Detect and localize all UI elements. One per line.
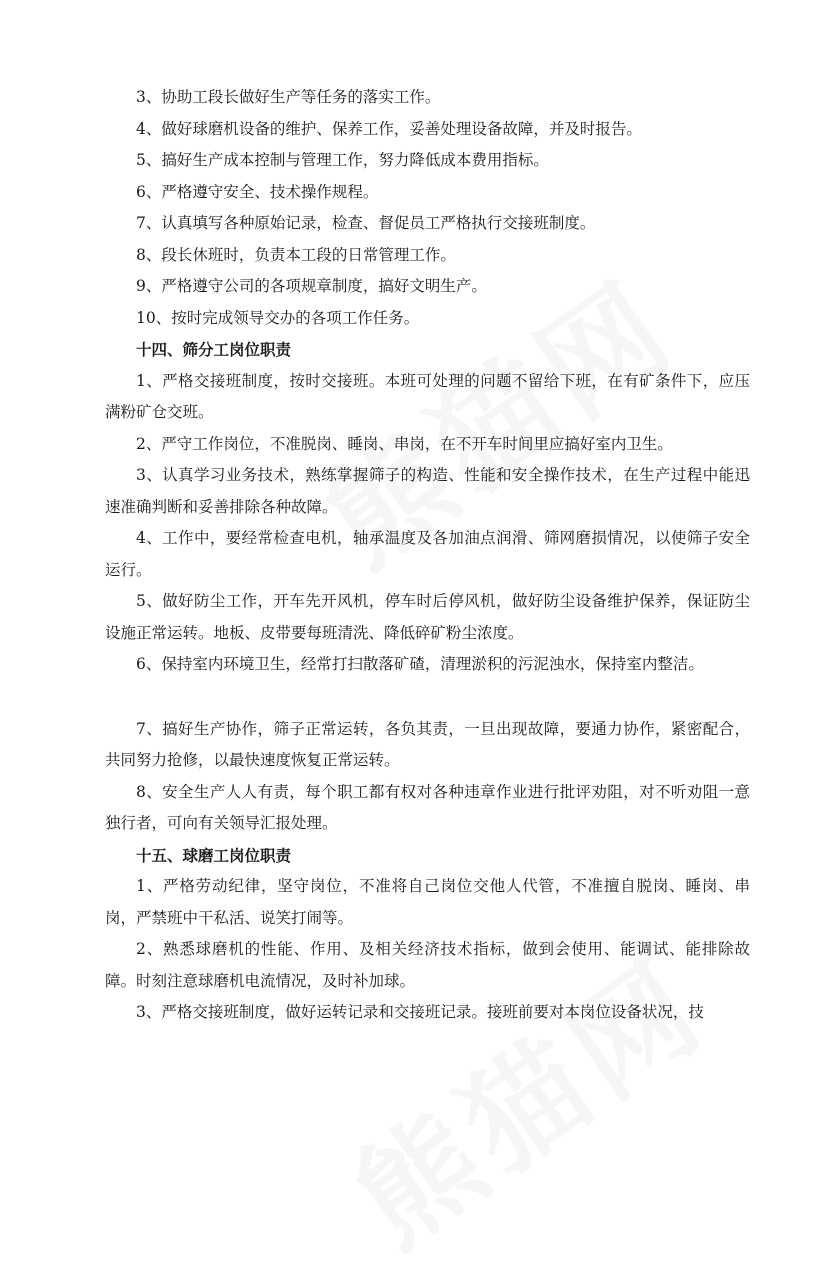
list-item: 8、安全生产人人有责，每个职工都有权对各种违章作业进行批评劝阻，对不听劝阻一意独行者，可向有关领导汇报处理。: [105, 782, 750, 832]
list-item: 5、做好防尘工作，开车先开风机，停车时后停风机，做好防尘设备维护保养，保证防尘设施正常运转。地板、皮带要每班清洗、降低碎矿粉尘浓度。: [105, 592, 750, 642]
list-item: 1、严格劳动纪律，坚守岗位，不准将自己岗位交他人代管，不准擅自脱岗、睡岗、串岗，严禁班中干私活、说笑打闹等。: [105, 877, 750, 927]
list-item: 2、熟悉球磨机的性能、作用、及相关经济技术指标，做到会使用、能调试、能排除故障。时刻注意球磨机电流情况，及时补加球。: [105, 940, 750, 990]
list-item: 7、搞好生产协作，筛子正常运转，各负其责，一旦出现故障，要通力协作，紧密配合，共同努力抢修，以最快速度恢复正常运转。: [105, 719, 750, 769]
list-item: 4、做好球磨机设备的维护、保养工作，妥善处理设备故障，并及时报告。: [136, 119, 642, 138]
list-item: 10、按时完成领导交办的各项工作任务。: [136, 308, 420, 327]
list-item: 8、段长休班时，负责本工段的日常管理工作。: [136, 245, 456, 264]
document-page: [105, 82, 750, 1029]
section-heading: 十四、筛分工岗位职责: [136, 340, 292, 359]
list-item: 9、严格遵守公司的各项规章制度，搞好文明生产。: [136, 277, 487, 295]
list-item: 5、搞好生产成本控制与管理工作，努力降低成本费用指标。: [136, 151, 549, 169]
list-item: 3、协助工段长做好生产等任务的落实工作。: [136, 88, 441, 106]
list-item: 3、严格交接班制度，做好运转记录和交接班记录。接班前要对本岗位设备状况，技: [136, 1003, 704, 1021]
list-item: 1、严格交接班制度，按时交接班。本班可处理的问题不留给下班，在有矿条件下，应压满粉矿仓交班。: [105, 371, 750, 421]
list-item: 6、保持室内环境卫生，经常打扫散落矿碴，清理淤积的污泥浊水，保持室内整洁。: [136, 655, 704, 673]
list-item: 6、严格遵守安全、技术操作规程。: [136, 182, 379, 201]
section-heading: 十五、球磨工岗位职责: [136, 845, 292, 865]
list-item: 2、严守工作岗位，不准脱岗、睡岗、串岗，在不开车时间里应搞好室内卫生。: [136, 434, 673, 453]
list-item: 7、认真填写各种原始记录，检查、督促员工严格执行交接班制度。: [136, 214, 596, 232]
list-item: 3、认真学习业务技术，熟练掌握筛子的构造、性能和安全操作技术，在生产过程中能迅速准确判断和妥善排除各种故障。: [105, 466, 750, 516]
list-item: 4、工作中，要经常检查电机，轴承温度及各加油点润滑、筛网磨损情况，以使筛子安全运行。: [105, 529, 750, 579]
